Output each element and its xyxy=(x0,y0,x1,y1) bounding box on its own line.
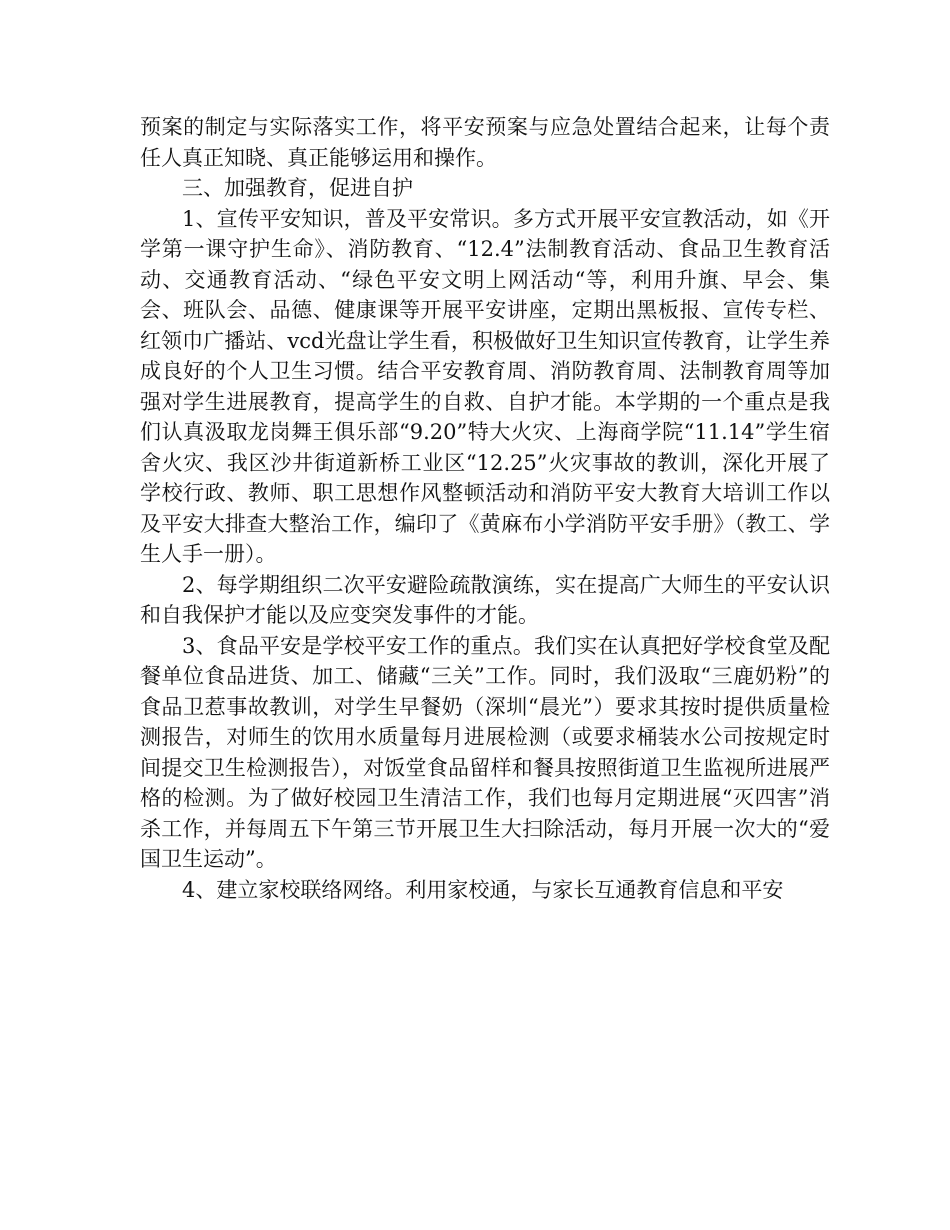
paragraph-food-safety: 3、食品平安是学校平安工作的重点。我们实在认真把好学校食堂及配餐单位食品进货、加工、储藏“三关”工作。同时，我们汲取“三鹿奶粉”的食品卫惹事故教训，对学生早餐奶（深圳“晨光”）要求其按时提供质量检测报告，对师生的饮用水质量每月进展检测（或要求桶装水公司按规定时间提交卫生检测报告），对饭堂食品留样和餐具按照街道卫生监视所进展严格的检测。为了做好校园卫生清洁工作，我们也每月定期进展“灭四害”消杀工作，并每周五下午第三节开展卫生大扫除活动，每月开展一次大的“爱国卫生运动”。 xyxy=(140,633,830,871)
paragraph-safety-knowledge: 1、宣传平安知识，普及平安常识。多方式开展平安宣教活动，如《开学第一课守护生命》、消防教育、“12.4”法制教育活动、食品卫生教育活动、交通教育活动、“绿色平安文明上网活动“等，利用升旗、早会、集会、班队会、品德、健康课等开展平安讲座，定期出黑板报、宣传专栏、红领巾广播站、vcd光盘让学生看，积极做好卫生知识宣传教育，让学生养成良好的个人卫生习惯。结合平安教育周、消防教育周、法制教育周等加强对学生进展教育，提高学生的自救、自护才能。本学期的一个重点是我们认真汲取龙岗舞王俱乐部“9.20”特大火灾、上海商学院“11.14”学生宿舍火灾、我区沙井街道新桥工业区“12.25”火灾事故的教训，深化开展了学校行政、教师、职工思想作风整顿活动和消防平安大教育大培训工作以及平安大排查大整治工作，编印了《黄麻布小学消防平安手册》（教工、学生人手一册）。 xyxy=(140,206,830,566)
section-heading-education: 三、加强教育，促进自护 xyxy=(182,176,413,200)
paragraph-plan-continuation: 预案的制定与实际落实工作，将平安预案与应急处置结合起来，让每个责任人真正知晓、真正能够运用和操作。 xyxy=(140,115,830,170)
paragraph-evacuation-drill: 2、每学期组织二次平安避险疏散演练，实在提高广大师生的平安认识和自我保护才能以及应变突发事件的才能。 xyxy=(140,572,830,627)
paragraph-home-school-network: 4、建立家校联络网络。利用家校通，与家长互通教育信息和平安 xyxy=(182,877,784,902)
document-body xyxy=(140,112,830,905)
